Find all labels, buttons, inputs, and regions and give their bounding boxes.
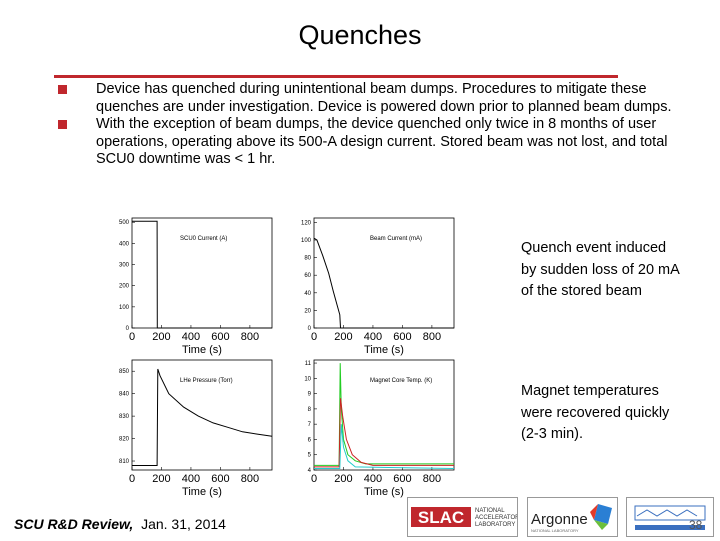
x-tick-label: 0	[310, 331, 318, 343]
y-tick-label: 0	[125, 326, 129, 332]
y-tick-label: 6	[307, 437, 311, 444]
y-tick-label: 830	[118, 414, 129, 421]
page-number: 38	[689, 518, 703, 532]
x-tick-label: 400	[363, 473, 383, 485]
x-axis-label: Time (s)	[182, 344, 222, 356]
y-tick-label: 400	[118, 241, 129, 248]
x-tick-label: 400	[181, 331, 201, 343]
y-tick-label: 120	[300, 220, 311, 227]
x-tick-label: 200	[152, 473, 171, 485]
chart-svg	[112, 214, 292, 356]
x-tick-label: 800	[422, 331, 442, 343]
argonne-wordmark: Argonne	[531, 511, 588, 528]
x-tick-label: 200	[334, 473, 353, 485]
footer-text	[14, 516, 226, 532]
plot-frame	[132, 218, 272, 328]
argonne-logo	[527, 497, 618, 537]
bullet-marker-icon	[58, 120, 67, 129]
x-tick-label: 400	[363, 331, 383, 343]
y-tick-label: 5	[307, 452, 311, 459]
quench-event-note: Quench event induced by sudden loss of 20 mA of the stored beam	[521, 240, 679, 299]
chart-svg	[112, 356, 292, 498]
slac-logo	[407, 497, 518, 537]
chart-lhe-pressure	[112, 356, 292, 498]
y-tick-label: 40	[304, 290, 311, 297]
y-tick-label: 300	[118, 262, 129, 269]
slac-sub2: ACCELERATOR	[475, 515, 517, 521]
y-tick-label: 60	[304, 273, 311, 280]
slac-wordmark: SLAC	[417, 508, 465, 527]
y-tick-label: 200	[118, 283, 129, 290]
y-tick-label: 0	[307, 326, 311, 332]
x-tick-label: 0	[128, 473, 136, 485]
y-tick-label: 100	[300, 238, 311, 244]
x-axis-label: Time (s)	[364, 344, 404, 356]
chart-svg	[294, 356, 474, 498]
y-tick-label: 500	[118, 220, 129, 227]
chart-svg	[294, 214, 474, 356]
magnet-temps-note: Magnet temperatures were recovered quickly (2-3 min).	[521, 383, 670, 442]
chart-title: Magnet Core Temp. (K)	[370, 378, 433, 384]
x-tick-label: 400	[181, 473, 201, 485]
x-tick-label: 200	[152, 331, 171, 343]
footer-date: Jan. 31, 2014	[141, 516, 226, 532]
y-tick-label: 820	[118, 436, 129, 443]
y-tick-label: 80	[304, 255, 311, 262]
chart-title: Beam Current (mA)	[370, 236, 423, 242]
plot-frame	[314, 218, 454, 328]
chart-magnet-temp	[294, 356, 474, 498]
y-tick-label: 8	[307, 406, 311, 413]
chart-title: LHe Pressure (Torr)	[180, 378, 233, 384]
footer-review: SCU R&D Review,	[14, 516, 134, 532]
y-tick-label: 100	[118, 304, 129, 311]
x-tick-label: 600	[211, 473, 230, 485]
bullet-text: Device has quenched during unintentional beam dumps. Procedures to mitigate these quenches are under investigation. Device is powered down prior to planned beam dumps.	[96, 81, 672, 115]
bullet-item	[58, 81, 688, 116]
bullet-text: With the exception of beam dumps, the device quenched only twice in 8 months of user operations, operating above its 500-A design current. Stored beam was not lost, and total SCU0 downtime was < 1 hr.	[96, 116, 668, 167]
argonne-sub: NATIONAL LABORATORY	[531, 528, 579, 533]
x-tick-label: 600	[393, 331, 412, 343]
x-tick-label: 0	[310, 473, 318, 485]
bullet-marker-icon	[58, 85, 67, 94]
chart-scu0-current	[112, 214, 292, 356]
y-tick-label: 10	[304, 376, 311, 383]
title-rule	[54, 75, 618, 78]
plot-frame	[132, 360, 272, 470]
x-tick-label: 800	[240, 331, 260, 343]
y-tick-label: 4	[307, 468, 311, 474]
x-axis-label: Time (s)	[182, 486, 222, 498]
y-tick-label: 11	[304, 361, 311, 368]
y-tick-label: 840	[118, 391, 129, 398]
x-tick-label: 600	[393, 473, 412, 485]
bullet-list	[58, 81, 688, 169]
x-tick-label: 200	[334, 331, 353, 343]
slac-sub1: NATIONAL	[475, 508, 505, 514]
slide-title: Quenches	[298, 20, 422, 50]
x-axis-label: Time (s)	[364, 486, 404, 498]
x-tick-label: 800	[240, 473, 260, 485]
y-tick-label: 9	[307, 391, 311, 398]
bullet-item	[58, 116, 688, 169]
chart-title: SCU0 Current (A)	[180, 236, 228, 242]
y-tick-label: 7	[307, 422, 311, 429]
chart-beam-current	[294, 214, 474, 356]
x-tick-label: 0	[128, 331, 136, 343]
y-tick-label: 850	[118, 369, 129, 376]
x-tick-label: 800	[422, 473, 442, 485]
plot-frame	[314, 360, 454, 470]
x-tick-label: 600	[211, 331, 230, 343]
y-tick-label: 20	[304, 308, 311, 315]
y-tick-label: 810	[118, 459, 129, 466]
slac-sub3: LABORATORY	[475, 522, 516, 528]
